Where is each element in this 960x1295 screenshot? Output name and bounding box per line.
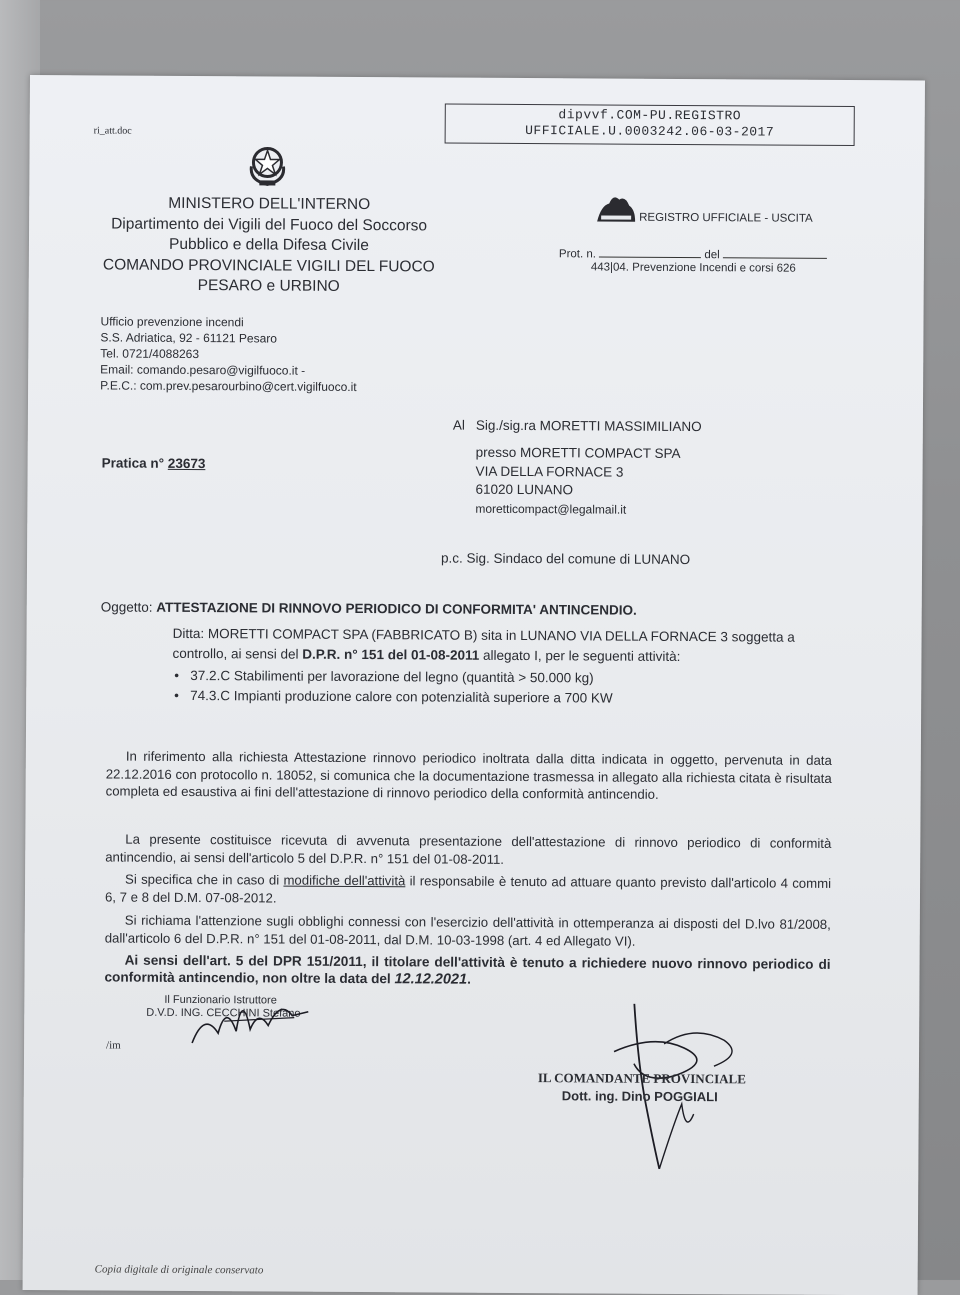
addressee-name: Sig./sig.ra MORETTI MASSIMILIANO: [475, 417, 702, 435]
prot-date-blank: [723, 247, 827, 259]
body-paragraph-2: [105, 830, 831, 869]
office-line-3: Tel. 0721/4088263: [100, 346, 200, 362]
registry-label: REGISTRO UFFICIALE - USCITA: [639, 211, 813, 225]
paragraph-text: Si richiama l'attenzione sugli obblighi connessi con l'esercizio dell'attività in ottemperanza ai disposti del D.lvo 81/2008, dall'articolo 6 del D.P.R. n° 151 del 01-08-2011, dal D.M. 10-03-1998 (art. 4 ed Allegato VI).: [104, 912, 831, 949]
official-role: Il Funzionario Istruttore: [164, 993, 277, 1007]
address-line-3: 61020 LUNANO: [475, 481, 574, 498]
copy-recipient: p.c. Sig. Sindaco del comune di LUNANO: [441, 550, 691, 568]
office-line-1: Ufficio prevenzione incendi: [100, 314, 244, 330]
activity-text: 37.2.C Stabilimenti per lavorazione del legno (quantità > 50.000 kg): [190, 667, 594, 686]
paragraph-text: il responsabile è tenuto ad attuare quanto previsto dall'articolo 4 commi 6, 7 e 8 del D.M. 07-08-2012.: [104, 873, 832, 906]
case-number: [102, 455, 206, 471]
activities-list: [174, 666, 613, 709]
office-line-2: S.S. Adriatica, 92 - 61121 Pesaro: [100, 330, 278, 346]
address-email: moretticompact@legalmail.it: [475, 501, 627, 517]
protocol-classification: 443|04. Prevenzione Incendi e corsi 626: [590, 261, 796, 275]
ministry-header: [99, 193, 440, 298]
company-details: [172, 624, 794, 668]
protocol-number-line: [559, 246, 827, 262]
ministry-line-3: Pubblico e della Difesa Civile: [168, 235, 369, 255]
body-paragraph-3: [105, 870, 831, 909]
protocol-line-2: UFFICIALE.U.0003242.06-03-2017: [525, 123, 775, 140]
deadline-date: 12.12.2021: [394, 971, 468, 988]
ministry-line-1: MINISTERO DELL'INTERNO: [168, 194, 371, 214]
office-line-5: P.E.C.: com.prev.pesarourbino@cert.vigilfuoco.it: [100, 378, 357, 395]
body-paragraph-4: [105, 911, 831, 950]
commander-role: IL COMANDANTE PROVINCIALE: [537, 1070, 746, 1087]
decree-reference: D.P.R. n° 151 del 01-08-2011: [302, 646, 480, 663]
protocol-line-1: dipvvf.COM-PU.REGISTRO: [558, 107, 742, 124]
ministry-line-2: Dipartimento dei Vigili del Fuoco del Soccorso: [111, 214, 428, 234]
body-paragraph-1: [106, 747, 832, 804]
company-line-1: Ditta: MORETTI COMPACT SPA (FABBRICATO B) sita in LUNANO VIA DELLA FORNACE 3 soggetta a: [172, 625, 795, 645]
case-number-label: Pratica n°: [101, 455, 165, 471]
subject-label: Oggetto:: [100, 599, 153, 615]
company-line-2-pre: controllo, ai sensi del: [172, 645, 303, 662]
fire-brigade-logo-icon: [595, 191, 637, 225]
official-signature-icon: [184, 981, 324, 1052]
case-number-value: 23673: [167, 455, 206, 472]
ministry-line-5: PESARO e URBINO: [197, 277, 340, 295]
paragraph-text: Ai sensi dell'art. 5 del DPR 151/2011, il titolare dell'attività è tenuto a richiedere nuovo rinnovo periodico di conformità antincendio, non oltre la data del: [104, 952, 831, 987]
paragraph-text: In riferimento alla richiesta Attestazione rinnovo periodico inoltrata dalla ditta indicata in oggetto, pervenuta in data 22.12.2016 con protocollo n. 18052, si comunica che la documentazione trasmessa in allegato alla richiesta citata è risultata completa ed esaustiva ai fini dell'attestazione di rinnovo periodico della conformità antincendio.: [105, 748, 832, 802]
document-page: [23, 75, 925, 1295]
addressee-address: [475, 444, 680, 519]
prot-number-blank: [599, 246, 701, 258]
typist-initials: /im: [106, 1039, 121, 1052]
company-line-2: [172, 644, 794, 668]
activity-item: [174, 666, 613, 689]
company-line-2-post: allegato I, per le seguenti attività:: [479, 647, 681, 664]
activity-item: [174, 686, 613, 709]
ministry-line-4: COMANDO PROVINCIALE VIGILI DEL FUOCO: [102, 255, 435, 275]
footer-note: Copia digitale di originale conservato: [94, 1263, 264, 1277]
office-line-4: Email: comando.pesaro@vigilfuoco.it -: [100, 362, 306, 378]
address-line-2: VIA DELLA FORNACE 3: [475, 463, 624, 480]
addressee-prefix: Al: [452, 417, 465, 433]
paragraph-text: Si specifica che in caso di: [125, 871, 284, 888]
paragraph-underlined: modifiche dell'attività: [283, 872, 406, 889]
del-label: del: [704, 249, 720, 262]
paragraph-text: La presente costituisce ricevuta di avvenuta presentazione dell'attestazione di rinnovo periodico di conformità antincendio, ai sensi dell'articolo 5 del D.P.R. n° 151 del 01-08-2011.: [105, 831, 832, 867]
document-reference: ri_att.doc: [93, 125, 132, 137]
office-info: [100, 313, 357, 395]
protocol-stamp-box: [445, 104, 855, 147]
subject-title: ATTESTAZIONE DI RINNOVO PERIODICO DI CONFORMITA' ANTINCENDIO.: [156, 599, 637, 618]
official-name: D.V.D. ING. CECCHINI Stefano: [146, 1006, 301, 1020]
republic-emblem-icon: [245, 140, 289, 188]
bullet-icon: •: [174, 667, 191, 683]
commander-name: Dott. ing. Dino POGGIALI: [561, 1088, 718, 1105]
bullet-icon: •: [174, 687, 191, 703]
prot-label: Prot. n.: [558, 248, 597, 261]
activity-text: 74.3.C Impianti produzione calore con potenzialità superiore a 700 KW: [190, 687, 613, 706]
subject-line: [101, 599, 637, 617]
address-line-1: presso MORETTI COMPACT SPA: [475, 444, 681, 461]
paragraph-text: .: [467, 971, 471, 987]
